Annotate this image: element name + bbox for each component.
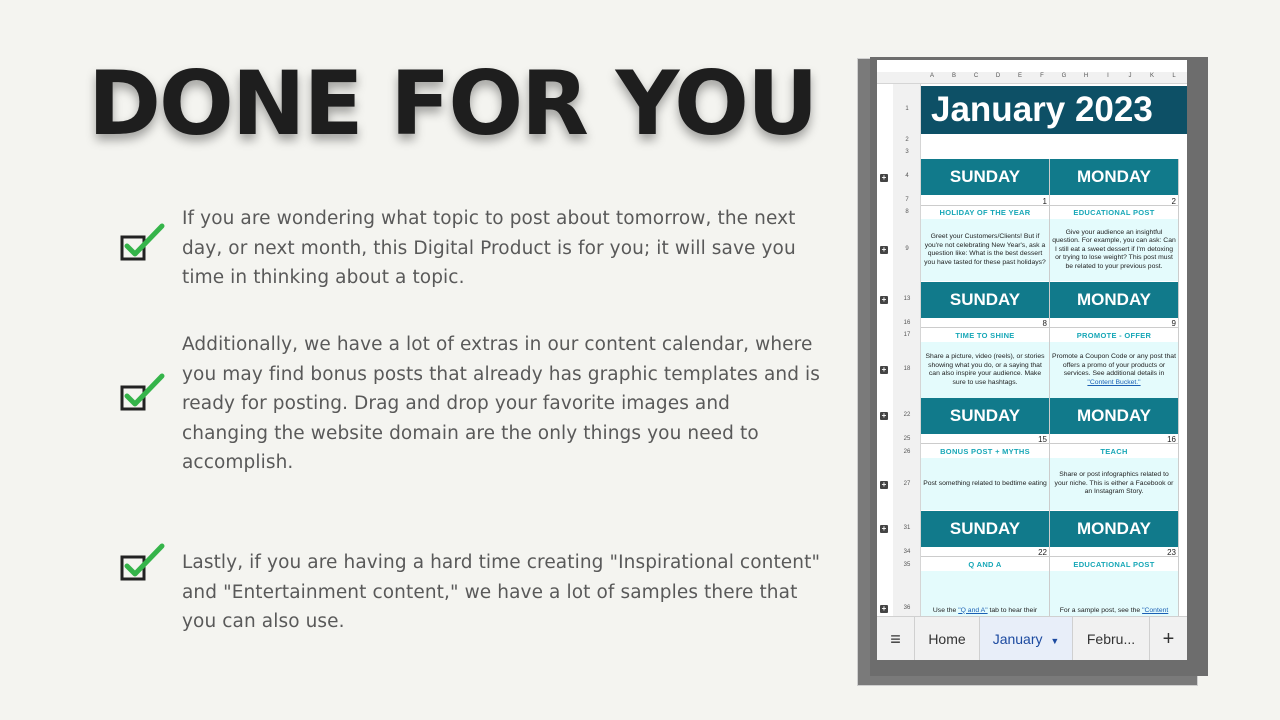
column-header[interactable]: D [995, 73, 1001, 79]
category-cell[interactable]: Q AND A [968, 560, 1002, 569]
row-number[interactable]: 34 [903, 549, 911, 555]
page-headline: DONE FOR YOU [88, 52, 817, 155]
column-header[interactable]: L [1172, 73, 1176, 79]
column-header[interactable]: C [973, 73, 979, 79]
row-number[interactable]: 9 [905, 246, 909, 252]
content-cell[interactable] [1050, 342, 1178, 398]
tab-label: January [992, 631, 1043, 647]
expand-row-icon[interactable]: + [881, 365, 887, 374]
checkbox-checked-icon [118, 372, 168, 418]
row-number[interactable]: 3 [905, 149, 909, 155]
row-number[interactable]: 2 [905, 137, 909, 143]
column-header[interactable]: J [1128, 73, 1132, 79]
row-number[interactable]: 27 [903, 481, 911, 487]
category-cell[interactable]: HOLIDAY OF THE YEAR [939, 208, 1031, 217]
tab-february[interactable]: Febru... [1073, 617, 1150, 660]
column-header[interactable]: E [1017, 73, 1022, 79]
column-header[interactable]: I [1107, 73, 1109, 79]
bullet-text: Additionally, we have a lot of extras in our content calendar, where you may find bonus posts that already has graphic templates and is ready for posting. Drag and drop your favorite images and changing the website domain are the only things you need to accomplish. [182, 334, 821, 473]
checkbox-checked-icon [118, 542, 168, 588]
add-sheet-icon[interactable]: + [1162, 628, 1175, 650]
row-number[interactable]: 36 [903, 605, 911, 611]
date-cell[interactable]: 2 [1050, 197, 1178, 206]
category-cell[interactable]: BONUS POST + MYTHS [940, 447, 1030, 456]
date-cell[interactable]: 16 [1050, 435, 1178, 444]
content-text: Post something related to bedtime eating [923, 479, 1047, 487]
category-cell[interactable]: TEACH [1100, 447, 1128, 456]
row-number[interactable]: 16 [903, 320, 911, 326]
content-text: Use the [932, 606, 957, 614]
column-header[interactable]: B [951, 73, 956, 79]
content-cell[interactable] [1050, 571, 1178, 617]
column-header[interactable]: F [1040, 73, 1044, 79]
date-cell[interactable]: 23 [1050, 548, 1178, 557]
row-header-bar [893, 84, 921, 616]
column-header[interactable]: K [1149, 73, 1154, 79]
content-text: Greet your Customers/Clients! But if you're not celebrating New Year's, ask a question like: What is the best dessert you have tasted for these past holidays? [924, 233, 1046, 266]
date-cell[interactable]: 9 [1050, 319, 1178, 328]
checkbox-checked-icon [118, 222, 168, 268]
day-header-monday: MONDAY [1050, 511, 1178, 547]
expand-row-icon[interactable]: + [881, 295, 887, 304]
column-header-bar [877, 72, 1187, 84]
content-cell[interactable] [921, 219, 1049, 281]
row-number[interactable]: 26 [903, 449, 911, 455]
content-text: Give your audience an insightful question. For example, you can ask: Can I still eat a sweet dessert if I'm detoxing or trying to lose weight? This post must be related to your previous post. [1052, 228, 1176, 270]
column-header[interactable]: H [1083, 73, 1089, 79]
content-text: tab to hear their [989, 606, 1038, 614]
row-number[interactable]: 7 [905, 197, 909, 203]
row-number[interactable]: 22 [903, 412, 911, 418]
content-cell[interactable] [921, 458, 1049, 510]
day-header-monday: MONDAY [1050, 159, 1178, 195]
q-and-a-link[interactable]: "Q and A" [958, 606, 988, 614]
tab-home[interactable]: Home [915, 617, 980, 660]
day-header-sunday: SUNDAY [921, 398, 1049, 434]
content-text: Promote a Coupon Code or any post that offers a promo of your products or services. See additional details in [1052, 353, 1176, 377]
row-number[interactable]: 25 [903, 436, 911, 442]
day-header-monday: MONDAY [1050, 398, 1178, 434]
row-number[interactable]: 31 [903, 525, 911, 531]
date-cell[interactable]: 15 [921, 435, 1049, 444]
content-link[interactable]: "Content [1142, 606, 1169, 614]
column-header[interactable]: G [1061, 73, 1067, 79]
day-header-monday: MONDAY [1050, 282, 1178, 318]
content-cell[interactable] [1050, 458, 1178, 510]
bullet-text: Lastly, if you are having a hard time creating "Inspirational content" and "Entertainment content," we have a lot of samples there that you can also use. [182, 552, 821, 632]
menu-icon[interactable]: ≡ [877, 617, 915, 660]
column-header[interactable]: A [929, 73, 934, 79]
row-number[interactable]: 13 [903, 296, 911, 302]
row-number[interactable]: 8 [905, 209, 909, 215]
row-number[interactable]: 18 [903, 366, 911, 372]
expand-row-icon[interactable]: + [881, 604, 887, 613]
column-divider [1178, 159, 1179, 617]
caret-down-icon[interactable]: ▼ [1050, 636, 1060, 646]
row-number[interactable]: 1 [905, 106, 909, 112]
row-number[interactable]: 35 [903, 562, 911, 568]
content-cell[interactable] [1050, 219, 1178, 281]
category-cell[interactable]: TIME TO SHINE [955, 331, 1015, 340]
spreadsheet-preview [877, 60, 1187, 660]
expand-row-icon[interactable]: + [881, 173, 887, 182]
content-text: Share or post infographics related to your niche. This is either a Facebook or an Instagram Story. [1054, 471, 1174, 496]
expand-row-icon[interactable]: + [881, 245, 887, 254]
date-cell[interactable]: 22 [921, 548, 1049, 557]
content-text: For a sample post, see the [1059, 606, 1141, 614]
category-cell[interactable]: EDUCATIONAL POST [1073, 208, 1155, 217]
content-cell[interactable] [921, 571, 1049, 617]
column-divider [1049, 159, 1050, 617]
day-header-sunday: SUNDAY [921, 282, 1049, 318]
content-bucket-link[interactable]: "Content Bucket." [1087, 378, 1141, 386]
calendar-title: January 2023 [921, 86, 1187, 134]
row-number[interactable]: 4 [905, 173, 909, 179]
date-cell[interactable]: 1 [921, 197, 1049, 206]
category-cell[interactable]: EDUCATIONAL POST [1073, 560, 1155, 569]
expand-row-icon[interactable]: + [881, 411, 887, 420]
row-number[interactable]: 17 [903, 332, 911, 338]
day-header-sunday: SUNDAY [921, 511, 1049, 547]
tab-january[interactable] [980, 617, 1073, 660]
expand-row-icon[interactable]: + [881, 524, 887, 533]
date-cell[interactable]: 8 [921, 319, 1049, 328]
category-cell[interactable]: PROMOTE - OFFER [1076, 331, 1152, 340]
content-text: Share a picture, video (reels), or stories showing what you do, or a saying that can also inspire your audience. Make sure to use hashtags. [925, 353, 1045, 386]
content-cell[interactable] [921, 342, 1049, 398]
expand-row-icon[interactable]: + [881, 480, 887, 489]
day-header-sunday: SUNDAY [921, 159, 1049, 195]
sheet-tab-bar [877, 616, 1187, 660]
bullet-text: If you are wondering what topic to post about tomorrow, the next day, or next month, this Digital Product is for you; it will save you time in thinking about a topic. [182, 208, 796, 288]
